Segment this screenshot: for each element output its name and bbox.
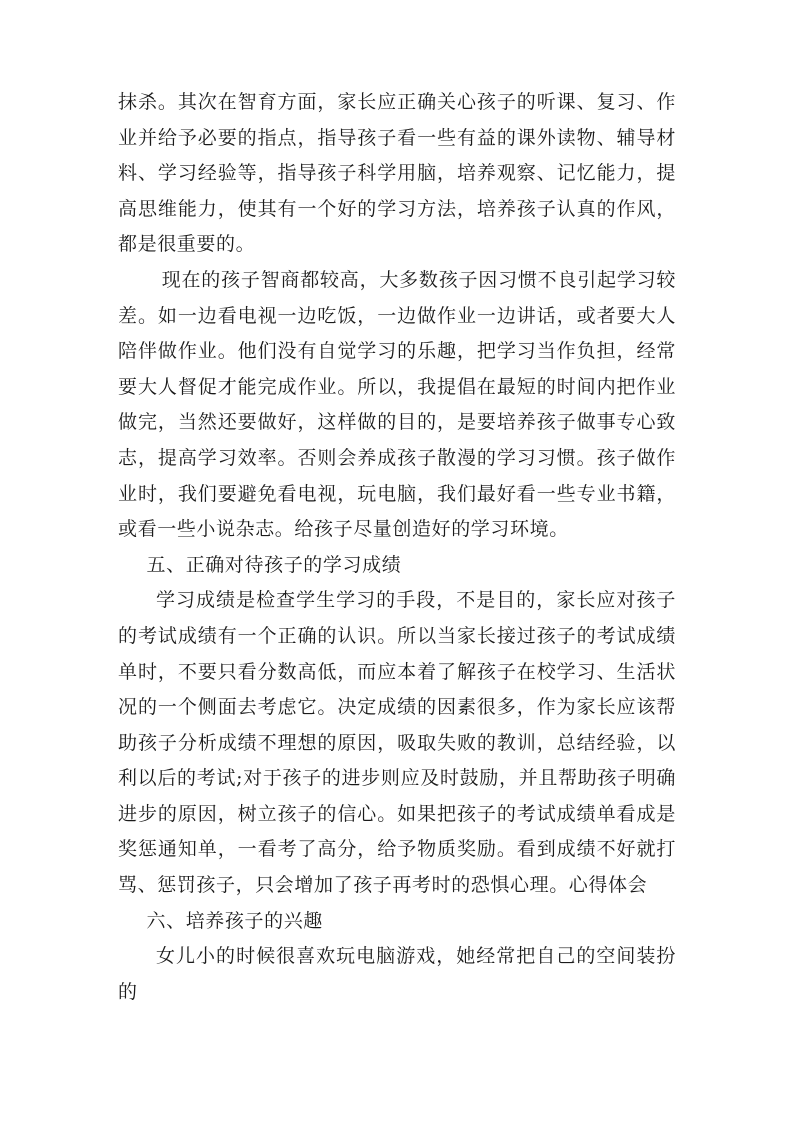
paragraph-exam-results: 学习成绩是检查学生学习的手段，不是目的，家长应对孩子的考试成绩有一个正确的认识。所以当家长接过孩子的考试成绩单时，不要只看分数高低，而应本着了解孩子在校学习、生活状况的一个侧面去考虑它。决定成绩的因素很多，作为家长应该帮助孩子分析成绩不理想的原因，吸取失败的教训，总结经验，以利以后的考试;对于孩子的进步则应及时鼓励，并且帮助孩子明确进步的原因，树立孩子的信心。如果把孩子的考试成绩单看成是奖惩通知单，一看考了高分，给予物质奖励。看到成绩不好就打骂、惩罚孩子，只会增加了孩子再考时的恐惧心理。心得体会 <box>118 589 676 897</box>
paragraph-study-habits: 现在的孩子智商都较高，大多数孩子因习惯不良引起学习较差。如一边看电视一边吃饭，一边做作业一边讲话，或者要大人陪伴做作业。他们没有自觉学习的乐趣，把学习当作负担，经常要大人督促才能完成作业。所以，我提倡在最短的时间内把作业做完，当然还要做好，这样做的目的，是要培养孩子做事专心致志，提高学习效率。否则会养成孩子散漫的学习习惯。孩子做作业时，我们要避免看电视，玩电脑，我们最好看一些专业书籍，或看一些小说杂志。给孩子尽量创造好的学习环境。 <box>118 268 676 541</box>
paragraph-intellectual-education: 抹杀。其次在智育方面，家长应正确关心孩子的听课、复习、作业并给予必要的指点，指导孩子看一些有益的课外读物、辅导材料、学习经验等，指导孩子科学用脑，培养观察、记忆能力，提高思维能力，使其有一个好的学习方法，培养孩子认真的作风，都是很重要的。 <box>118 91 676 256</box>
paragraph-interests: 女儿小的时候很喜欢玩电脑游戏，她经常把自己的空间装扮的 <box>118 945 676 1003</box>
section-heading-5: 五、正确对待孩子的学习成绩 <box>146 553 402 576</box>
section-heading-6: 六、培养孩子的兴趣 <box>146 909 323 932</box>
